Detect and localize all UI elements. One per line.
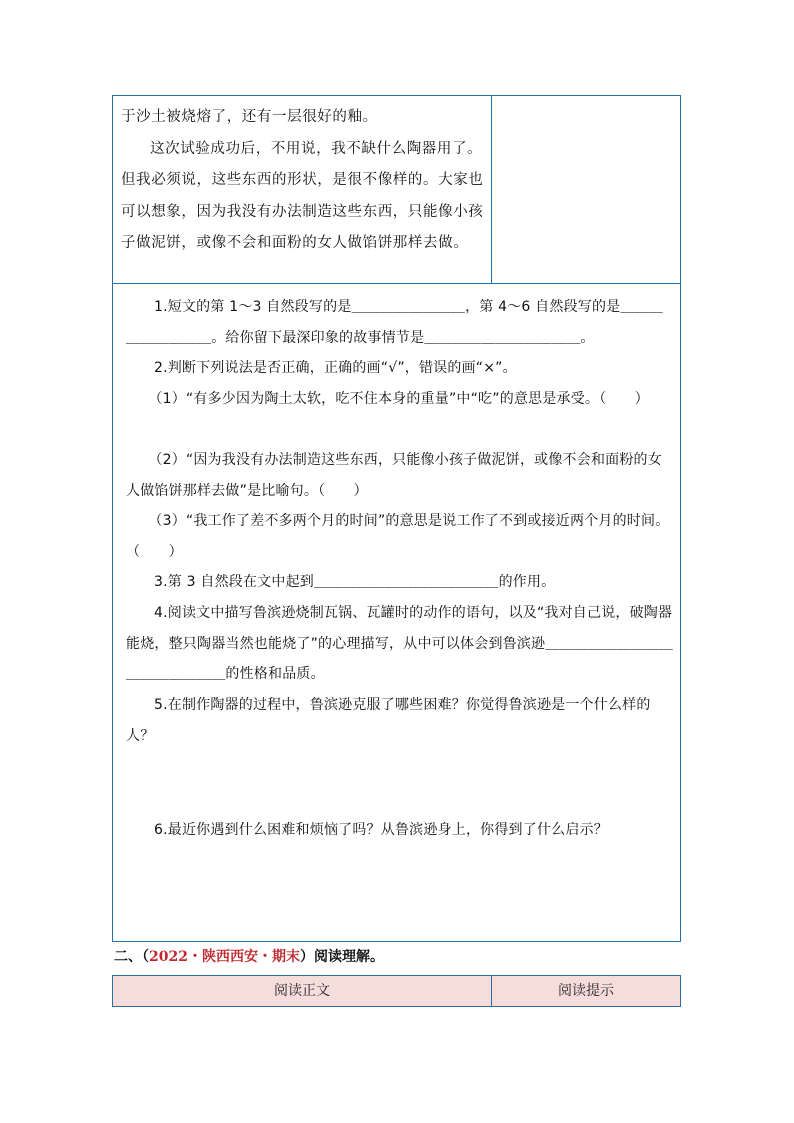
question-2-1-text: （1）“有多少因为陶土太软，吃不住本身的重量”中“吃”的意思是承受。（ ） [148, 391, 649, 407]
question-5 [126, 690, 674, 751]
column-divider [491, 96, 492, 283]
header-reading-tips: 阅读提示 [558, 983, 614, 999]
section-2-source: 2022・陕西西安・期末 [149, 949, 300, 965]
question-4-text: 4.阅读文中描写鲁滨逊烧制瓦锅、瓦罐时的动作的语句，以及“我对自己说，破陶器能烧，整只陶器当然也能烧了”的心理描写，从中可以体会到鲁滨逊＿＿＿＿＿＿＿＿＿＿＿＿＿＿＿＿的性格和品质。 [126, 605, 674, 682]
question-5-text: 5.在制作陶器的过程中，鲁滨逊克服了哪些困难？你觉得鲁滨逊是一个什么样的人？ [126, 697, 651, 744]
passage-line-1: 于沙土被烧熔了，还有一层很好的釉。 [121, 109, 378, 125]
question-6 [126, 815, 674, 846]
reading-table-header [112, 975, 681, 1007]
question-2-1 [126, 384, 674, 415]
questions-box [112, 284, 681, 942]
question-2 [126, 353, 674, 384]
section-2-title [114, 946, 384, 966]
header-reading-text: 阅读正文 [113, 976, 492, 1006]
section-2-suffix: ）阅读理解。 [299, 949, 384, 965]
passage-text [121, 102, 487, 260]
question-2-3 [126, 506, 674, 567]
question-2-3-text: （3）“我工作了差不多两个月的时间”的意思是说工作了不到或接近两个月的时间。（ ） [126, 513, 670, 560]
question-1-text: 1.短文的第 1～3 自然段写的是＿＿＿＿＿＿＿＿，第 4～6 自然段写的是＿＿＿＿＿＿＿＿＿。给你留下最深印象的故事情节是＿＿＿＿＿＿＿＿＿＿＿。 [126, 299, 663, 346]
question-3-text: 3.第 3 自然段在文中起到＿＿＿＿＿＿＿＿＿＿＿＿＿的作用。 [154, 574, 556, 590]
question-3 [126, 567, 674, 598]
question-6-text: 6.最近你遇到什么困难和烦恼了吗？从鲁滨逊身上，你得到了什么启示？ [154, 822, 608, 838]
question-1 [126, 292, 674, 353]
section-2-prefix: 二、（ [114, 949, 149, 965]
question-4 [126, 598, 674, 690]
question-2-2 [126, 445, 674, 506]
passage-paragraph: 这次试验成功后，不用说，我不缺什么陶器用了。但我必须说，这些东西的形状，是很不像样的。大家也可以想象，因为我没有办法制造这些东西，只能像小孩子做泥饼，或像不会和面粉的女人做馅饼那样去做。 [121, 140, 484, 251]
passage-table [112, 95, 681, 284]
question-2-2-text: （2）“因为我没有办法制造这些东西，只能像小孩子做泥饼，或像不会和面粉的女人做馅饼那样去做”是比喻句。（ ） [126, 452, 662, 499]
question-2-text: 2.判断下列说法是否正确，正确的画“√”，错误的画“×”。 [154, 360, 517, 376]
